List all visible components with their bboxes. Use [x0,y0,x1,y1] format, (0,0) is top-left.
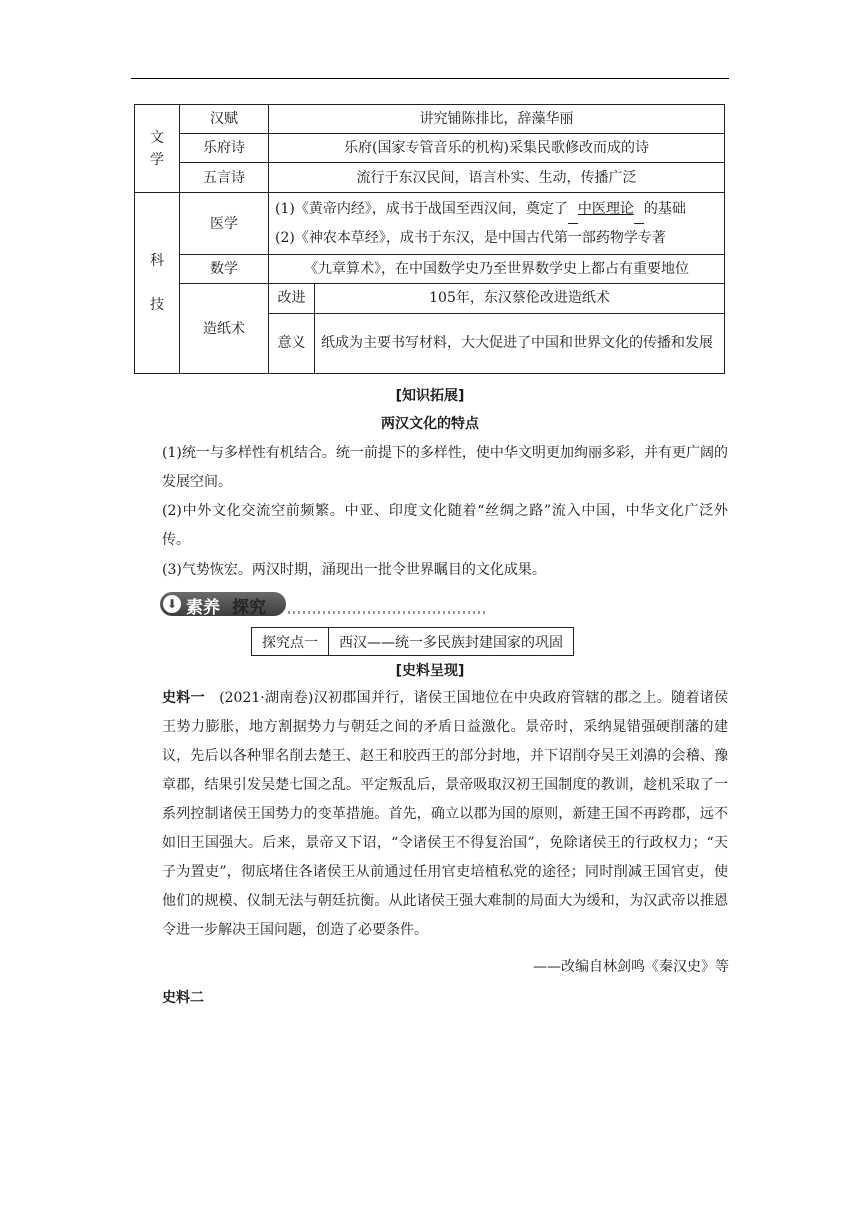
row-name: 造纸术 [180,284,269,374]
expand-point-2: (2)中外文化交流空前频繁。中亚、印度文化随着“丝绸之路”流入中国，中华文化广泛外传。 [162,503,728,548]
row-name: 五言诗 [180,163,269,193]
expand-point-1: (1)统一与多样性有机结合。统一前提下的多样性，使中华文明更加绚丽多彩，并有更广阔的发展空间。 [162,445,728,490]
banner-part-2: 探究 [232,598,266,618]
topic-title: 西汉——统一多民族封建国家的巩固 [329,628,574,656]
meaning-label: 意义 [269,313,315,373]
category-literature-char-1: 文 [150,129,164,146]
topic-box [251,627,574,656]
row-desc: 讲究铺陈排比，辞藻华丽 [269,105,725,134]
row-name: 乐府诗 [180,134,269,163]
medicine-line-1 [275,195,718,224]
meaning-desc: 纸成为主要书写材料，大大促进了中国和世界文化的传播和发展 [321,334,713,351]
banner-dotted-line [288,611,488,614]
material-1-text: 汉初郡国并行，诸侯王国地位在中央政府管辖的郡之上。随着诸侯王势力膨胀，地方割据势力与朝廷之间的矛盾日益激化。景帝时，采纳晁错强硬削藩的建议，先后以各种罪名削去楚王、赵王和胶西王的部分封地，并下诏削夺吴王刘濞的会稽、豫章郡，结果引发吴楚七国之乱。平定叛乱后，景帝吸取汉初王国制度的教训，趁机采取了一系列控制诸侯王国势力的变革措施。首先，确立以郡为国的原则，新建王国不再跨郡，远不如旧王国强大。后来，景帝又下诏，“令诸侯王不得复治国”，免除诸侯王的行政权力；“天子为置吏”，彻底堵住各诸侯王从前通过任用官吏培植私党的途径；同时削减王国官吏，使他们的规模、仪制无法与朝廷抗衡。从此诸侯王强大难制的局面大为缓和，为汉武帝以推恩令进一步解决王国问题，创造了必要条件。 [162,690,728,938]
medicine-line-1-text: (1)《黄帝内经》，成书于战国至西汉间，奠定了 [275,200,568,217]
expand-label: [知识拓展] [395,388,465,404]
category-science-char-2: 技 [150,297,164,313]
banner-part-1: 素养 [186,598,220,618]
expand-title: 两汉文化的特点 [381,416,479,432]
header-rule [131,78,729,79]
row-desc: 《九章算术》，在中国数学史乃至世界数学史上都占有重要地位 [269,255,725,284]
arrow-down-icon: ⬇ [163,595,181,613]
blank-answer: 中医理论 [577,200,634,217]
material-1-source: (2021·湖南卷) [219,690,314,706]
row-desc: 流行于东汉民间，语言朴实、生动，传播广泛 [269,163,725,193]
improve-label: 改进 [269,284,315,313]
section-banner [160,592,490,616]
improve-desc: 105年，东汉蔡伦改进造纸术 [315,284,725,313]
medicine-line-1-end: 的基础 [643,200,686,217]
row-desc: 乐府(国家专管音乐的机构)采集民歌修改而成的诗 [269,134,725,163]
material-1-label: 史料一 [162,690,205,706]
material-1-attribution: ——改编自林剑鸣《秦汉史》等 [533,959,729,975]
row-name: 数学 [180,255,269,284]
expand-point-3: (3)气势恢宏。两汉时期，涌现出一批令世界瞩目的文化成果。 [162,562,546,578]
culture-table [134,104,725,374]
category-science [135,193,180,374]
material-2-label: 史料二 [162,990,204,1006]
medicine-line-2: (2)《神农本草经》，成书于东汉，是中国古代第一部药物学专著 [275,229,666,246]
category-science-char-1: 科 [150,253,164,269]
topic-label: 探究点一 [252,628,329,656]
category-literature [135,105,180,193]
medicine-desc [269,193,725,255]
row-name: 医学 [180,193,269,255]
material-1 [162,684,728,945]
materials-label: [史料呈现] [395,663,465,679]
row-name: 汉赋 [180,105,269,134]
category-literature-char-2: 学 [150,151,164,168]
paper-detail [269,284,725,374]
